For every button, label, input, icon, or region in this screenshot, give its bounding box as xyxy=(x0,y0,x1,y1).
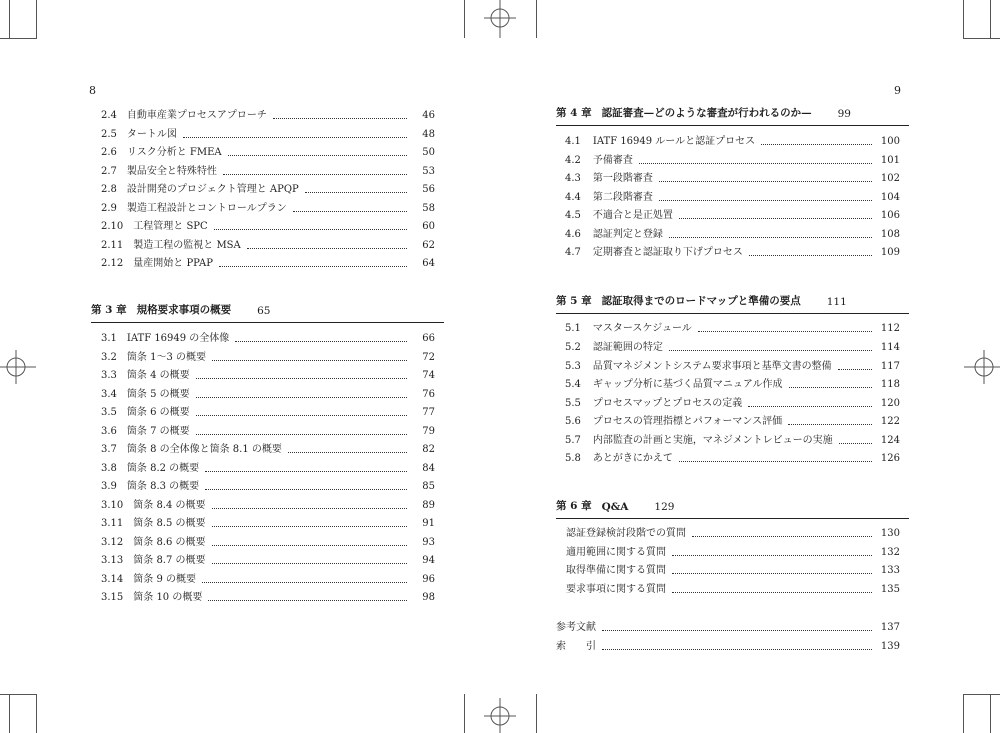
toc-entry[interactable] xyxy=(565,336,900,354)
entry-page: 108 xyxy=(880,229,900,240)
dot-leader xyxy=(235,341,407,342)
entry-page: 58 xyxy=(422,203,435,214)
toc-entry[interactable] xyxy=(101,234,435,252)
toc-entry[interactable] xyxy=(565,186,900,204)
dot-leader xyxy=(761,144,872,145)
entry-number: 2.7 xyxy=(101,166,117,177)
entry-title: 箇条 4 の概要 xyxy=(126,370,190,381)
entry-title: 取得準備に関する質問 xyxy=(566,565,666,576)
entry-title: 製造工程設計とコントロールプラン xyxy=(126,203,287,214)
chapter-heading[interactable] xyxy=(556,102,851,120)
dot-leader xyxy=(698,331,872,332)
toc-entry-references[interactable] xyxy=(556,616,900,634)
toc-entry-index[interactable] xyxy=(556,635,900,653)
entry-number: 2.11 xyxy=(101,240,124,251)
entry-title: タートル図 xyxy=(126,129,177,140)
toc-entry[interactable] xyxy=(101,438,435,456)
entry-number: 5.1 xyxy=(565,323,581,334)
chapter-title: 認証審査—どのような審査が行われるのか— xyxy=(601,107,812,119)
entry-title: 製造工程の監視と MSA xyxy=(133,240,241,251)
entry-title: 第二段階審査 xyxy=(592,192,653,203)
dot-leader xyxy=(669,350,872,351)
dot-leader xyxy=(212,360,407,361)
entry-page: 106 xyxy=(880,210,900,221)
entry-page: 48 xyxy=(422,129,435,140)
entry-title: 要求事項に関する質問 xyxy=(566,584,666,595)
entry-page: 53 xyxy=(422,166,435,177)
entry-page: 60 xyxy=(422,221,435,232)
entry-number: 5.2 xyxy=(565,342,581,353)
entry-page: 98 xyxy=(422,592,435,603)
entry-title: 箇条 8.3 の概要 xyxy=(126,481,200,492)
entry-page: 93 xyxy=(422,537,435,548)
entry-page: 76 xyxy=(422,389,435,400)
toc-entry[interactable] xyxy=(565,130,900,148)
entry-title: 箇条 8.5 の概要 xyxy=(133,518,206,529)
dot-leader xyxy=(196,434,407,435)
dot-leader xyxy=(639,163,872,164)
entry-page: 114 xyxy=(880,342,900,353)
entry-page: 135 xyxy=(880,584,900,595)
entry-page: 109 xyxy=(880,247,900,258)
entry-title: あとがきにかえて xyxy=(592,453,673,464)
toc-entry[interactable] xyxy=(565,167,900,185)
entry-page: 137 xyxy=(880,622,900,633)
entry-title: 設計開発のプロジェクト管理と APQP xyxy=(126,184,299,195)
entry-number: 3.10 xyxy=(101,500,124,511)
registration-mark-left xyxy=(0,350,36,384)
chapter-title: Q&A xyxy=(601,501,629,513)
entry-number: 3.1 xyxy=(101,333,117,344)
chapter-title: 認証取得までのロードマップと準備の要点 xyxy=(601,295,801,307)
dot-leader xyxy=(228,155,407,156)
entry-page: 102 xyxy=(880,173,900,184)
entry-title: 認証範囲の特定 xyxy=(592,342,663,353)
entry-title: リスク分析と FMEA xyxy=(126,147,222,158)
entry-title: 自動車産業プロセスアプローチ xyxy=(126,110,267,121)
toc-entry[interactable] xyxy=(101,549,435,567)
toc-entry[interactable] xyxy=(101,531,435,549)
entry-number: 5.8 xyxy=(565,453,581,464)
dot-leader xyxy=(183,137,407,138)
toc-entry[interactable] xyxy=(101,104,435,122)
entry-title: 箇条 8.2 の概要 xyxy=(126,463,200,474)
chapter-rule xyxy=(556,518,909,519)
dot-leader xyxy=(602,649,872,650)
dot-leader xyxy=(212,508,407,509)
entry-number: 4.7 xyxy=(565,247,581,258)
entry-title: 参考文献 xyxy=(556,622,596,633)
toc-entry[interactable] xyxy=(101,401,435,419)
entry-number: 4.5 xyxy=(565,210,581,221)
registration-mark-bottom xyxy=(484,698,516,733)
toc-entry[interactable] xyxy=(565,223,900,241)
chapter-rule xyxy=(556,313,909,314)
dot-leader xyxy=(692,536,872,537)
entry-page: 112 xyxy=(880,323,900,334)
dot-leader xyxy=(838,369,872,370)
toc-entry[interactable] xyxy=(565,373,900,391)
dot-leader xyxy=(273,118,407,119)
entry-title: 箇条 8.7 の概要 xyxy=(133,555,206,566)
entry-title: 製品安全と特殊特性 xyxy=(126,166,217,177)
entry-title: 認証登録検討段階での質問 xyxy=(566,528,686,539)
dot-leader xyxy=(602,630,872,631)
entry-number: 3.13 xyxy=(101,555,124,566)
dot-leader xyxy=(659,200,872,201)
toc-entry[interactable] xyxy=(101,494,435,512)
entry-page: 91 xyxy=(422,518,435,529)
entry-number: 2.5 xyxy=(101,129,117,140)
entry-number: 3.3 xyxy=(101,370,117,381)
toc-entry[interactable] xyxy=(101,586,435,604)
chapter-label: 第 5 章 xyxy=(556,295,592,307)
entry-title: 第一段階審査 xyxy=(592,173,653,184)
entry-number: 4.2 xyxy=(565,155,581,166)
dot-leader xyxy=(196,415,407,416)
toc-entry[interactable] xyxy=(101,512,435,530)
toc-entry[interactable] xyxy=(566,559,900,577)
entry-title: 箇条 8.6 の概要 xyxy=(133,537,206,548)
toc-entry[interactable] xyxy=(565,355,900,373)
dot-leader xyxy=(219,266,407,267)
page-number: 8 xyxy=(89,84,96,97)
dot-leader xyxy=(659,181,872,182)
dot-leader xyxy=(672,555,872,556)
toc-entry[interactable] xyxy=(566,578,900,596)
entry-number: 4.3 xyxy=(565,173,581,184)
entry-page: 46 xyxy=(422,110,435,121)
entry-number: 2.6 xyxy=(101,147,117,158)
dot-leader xyxy=(748,406,872,407)
chapter-rule xyxy=(91,322,444,323)
chapter-label: 第 6 章 xyxy=(556,500,592,512)
dot-leader xyxy=(293,211,407,212)
toc-entry[interactable] xyxy=(101,327,435,345)
dot-leader xyxy=(672,573,872,574)
dot-leader xyxy=(749,255,872,256)
chapter-heading[interactable] xyxy=(556,290,847,308)
entry-page: 117 xyxy=(880,361,900,372)
dot-leader xyxy=(247,248,407,249)
entry-number: 3.15 xyxy=(101,592,124,603)
entry-page: 84 xyxy=(422,463,435,474)
entry-number: 3.9 xyxy=(101,481,117,492)
entry-title: 箇条 6 の概要 xyxy=(126,407,190,418)
toc-entry[interactable] xyxy=(101,420,435,438)
toc-entry[interactable] xyxy=(566,522,900,540)
toc-entry[interactable] xyxy=(101,346,435,364)
entry-page: 64 xyxy=(422,258,435,269)
toc-entry[interactable] xyxy=(101,197,435,215)
toc-entry[interactable] xyxy=(566,541,900,559)
toc-entry[interactable] xyxy=(565,317,900,335)
entry-number: 3.7 xyxy=(101,444,117,455)
entry-number: 2.4 xyxy=(101,110,117,121)
entry-title: 不適合と是正処置 xyxy=(592,210,673,221)
entry-title: 箇条 10 の概要 xyxy=(133,592,203,603)
chapter-title: 規格要求事項の概要 xyxy=(136,304,232,316)
entry-number: 3.4 xyxy=(101,389,117,400)
dot-leader xyxy=(208,600,407,601)
toc-entry[interactable] xyxy=(565,149,900,167)
entry-title: 工程管理と SPC xyxy=(133,221,208,232)
registration-mark-right xyxy=(964,350,1000,384)
chapter-label: 第 4 章 xyxy=(556,107,592,119)
entry-title: 箇条 8.4 の概要 xyxy=(133,500,206,511)
entry-title: IATF 16949 ルールと認証プロセス xyxy=(592,136,756,147)
entry-title: 認証判定と登録 xyxy=(592,229,663,240)
entry-page: 85 xyxy=(422,481,435,492)
entry-title: ギャップ分析に基づく品質マニュアル作成 xyxy=(592,379,783,390)
entry-page: 74 xyxy=(422,370,435,381)
dot-leader xyxy=(205,471,407,472)
dot-leader xyxy=(789,387,872,388)
entry-number: 5.6 xyxy=(565,416,581,427)
entry-number: 4.4 xyxy=(565,192,581,203)
toc-entry[interactable] xyxy=(101,383,435,401)
entry-page: 89 xyxy=(422,500,435,511)
entry-number: 5.7 xyxy=(565,435,581,446)
entry-page: 50 xyxy=(422,147,435,158)
dot-leader xyxy=(672,592,872,593)
dot-leader xyxy=(839,443,872,444)
dot-leader xyxy=(214,229,407,230)
entry-page: 100 xyxy=(880,136,900,147)
chapter-heading[interactable] xyxy=(556,495,674,513)
dot-leader xyxy=(212,526,407,527)
toc-entry[interactable] xyxy=(101,215,435,233)
entry-number: 2.10 xyxy=(101,221,124,232)
entry-number: 3.6 xyxy=(101,426,117,437)
entry-page: 139 xyxy=(880,641,900,652)
entry-page: 77 xyxy=(422,407,435,418)
entry-page: 120 xyxy=(880,398,900,409)
chapter-heading[interactable] xyxy=(91,299,271,317)
entry-title: 内部監査の計画と実施，マネジメントレビューの実施 xyxy=(592,435,833,446)
entry-number: 5.4 xyxy=(565,379,581,390)
entry-title: プロセスマップとプロセスの定義 xyxy=(592,398,743,409)
entry-title: 箇条 5 の概要 xyxy=(126,389,190,400)
entry-title: 定期審査と認証取り下げプロセス xyxy=(592,247,743,258)
dot-leader xyxy=(196,397,407,398)
entry-title: 予備審査 xyxy=(592,155,633,166)
dot-leader xyxy=(205,489,407,490)
registration-mark-top xyxy=(484,0,516,38)
entry-title: マスタースケジュール xyxy=(592,323,692,334)
entry-title: 品質マネジメントシステム要求事項と基準文書の整備 xyxy=(592,361,832,372)
entry-title: プロセスの管理指標とパフォーマンス評価 xyxy=(592,416,783,427)
entry-page: 62 xyxy=(422,240,435,251)
entry-number: 4.1 xyxy=(565,136,581,147)
entry-page: 79 xyxy=(422,426,435,437)
toc-entry[interactable] xyxy=(101,252,435,270)
entry-title: 箇条 7 の概要 xyxy=(126,426,190,437)
entry-number: 5.3 xyxy=(565,361,581,372)
entry-page: 82 xyxy=(422,444,435,455)
toc-entry[interactable] xyxy=(101,364,435,382)
dot-leader xyxy=(788,424,872,425)
entry-page: 133 xyxy=(880,565,900,576)
toc-entry[interactable] xyxy=(101,160,435,178)
dot-leader xyxy=(288,452,407,453)
entry-page: 94 xyxy=(422,555,435,566)
chapter-page: 65 xyxy=(257,305,271,317)
right-page xyxy=(500,0,1000,733)
dot-leader xyxy=(679,218,872,219)
dot-leader xyxy=(196,378,407,379)
entry-number: 3.8 xyxy=(101,463,117,474)
entry-page: 96 xyxy=(422,574,435,585)
entry-number: 3.11 xyxy=(101,518,124,529)
entry-page: 101 xyxy=(880,155,900,166)
dot-leader xyxy=(212,563,407,564)
entry-page: 122 xyxy=(880,416,900,427)
toc-entry[interactable] xyxy=(565,447,900,465)
toc-entry[interactable] xyxy=(565,241,900,259)
entry-title: IATF 16949 の全体像 xyxy=(126,333,230,344)
entry-page: 72 xyxy=(422,352,435,363)
entry-title: 索 引 xyxy=(556,641,596,652)
chapter-page: 129 xyxy=(654,501,675,513)
entry-number: 2.9 xyxy=(101,203,117,214)
entry-number: 3.2 xyxy=(101,352,117,363)
entry-page: 118 xyxy=(880,379,900,390)
entry-title: 箇条 1～3 の概要 xyxy=(126,352,206,363)
entry-page: 66 xyxy=(422,333,435,344)
entry-page: 56 xyxy=(422,184,435,195)
dot-leader xyxy=(679,461,872,462)
entry-page: 104 xyxy=(880,192,900,203)
entry-number: 3.12 xyxy=(101,537,124,548)
dot-leader xyxy=(669,237,872,238)
toc-entry[interactable] xyxy=(565,410,900,428)
toc-entry[interactable] xyxy=(101,475,435,493)
entry-number: 2.12 xyxy=(101,258,124,269)
toc-entry[interactable] xyxy=(101,568,435,586)
chapter-page: 99 xyxy=(837,108,851,120)
dot-leader xyxy=(202,582,407,583)
entry-title: 量産開始と PPAP xyxy=(133,258,213,269)
toc-entry[interactable] xyxy=(101,123,435,141)
toc-entry[interactable] xyxy=(101,457,435,475)
toc-entry[interactable] xyxy=(101,141,435,159)
chapter-label: 第 3 章 xyxy=(91,304,127,316)
dot-leader xyxy=(223,174,407,175)
dot-leader xyxy=(212,545,407,546)
entry-page: 126 xyxy=(880,453,900,464)
entry-number: 3.14 xyxy=(101,574,124,585)
toc-entry[interactable] xyxy=(101,178,435,196)
entry-number: 2.8 xyxy=(101,184,117,195)
entry-number: 5.5 xyxy=(565,398,581,409)
toc-entry[interactable] xyxy=(565,392,900,410)
chapter-page: 111 xyxy=(826,296,847,308)
toc-entry[interactable] xyxy=(565,204,900,222)
entry-page: 130 xyxy=(880,528,900,539)
entry-page: 124 xyxy=(880,435,900,446)
entry-number: 4.6 xyxy=(565,229,581,240)
toc-entry[interactable] xyxy=(565,429,900,447)
chapter-rule xyxy=(556,125,909,126)
entry-title: 箇条 8 の全体像と箇条 8.1 の概要 xyxy=(126,444,282,455)
entry-title: 箇条 9 の概要 xyxy=(133,574,196,585)
dot-leader xyxy=(305,192,407,193)
entry-page: 132 xyxy=(880,547,900,558)
entry-number: 3.5 xyxy=(101,407,117,418)
page-number: 9 xyxy=(894,84,901,97)
entry-title: 適用範囲に関する質問 xyxy=(566,547,666,558)
